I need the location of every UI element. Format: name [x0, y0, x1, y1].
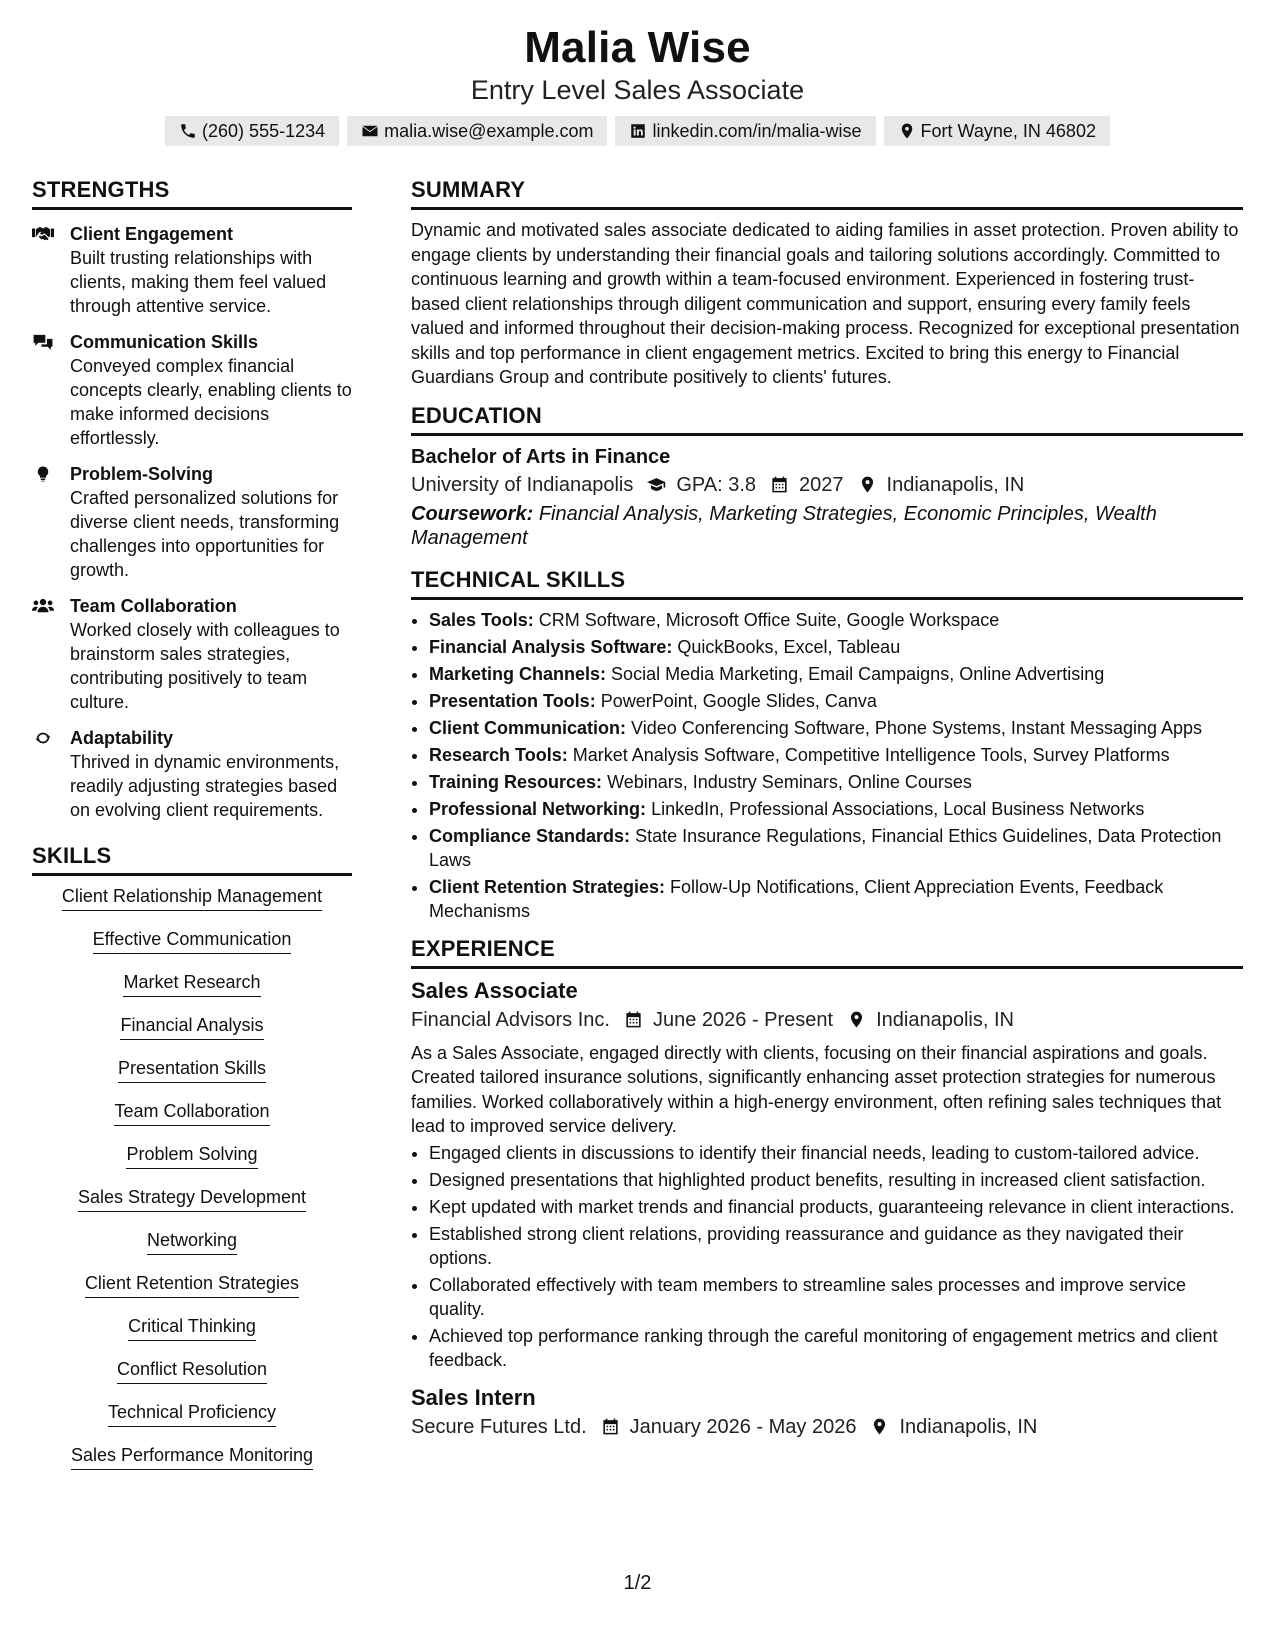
list-item: • Collaborated effectively with team members to streamline sales processes and improve service quality.	[429, 1273, 1243, 1321]
list-item: • Client Retention Strategies: Follow-Up Notifications, Client Appreciation Events, Feedback Mechanisms	[429, 875, 1243, 923]
candidate-name: Malia Wise	[524, 23, 751, 72]
location-pin-icon	[870, 1417, 889, 1436]
job-dates: June 2026 - Present	[652, 1008, 834, 1031]
list-item: • Compliance Standards: State Insurance Regulations, Financial Ethics Guidelines, Data Protection Laws	[429, 824, 1243, 872]
job-entry	[411, 1384, 1243, 1442]
skill-tag: Client Relationship Management	[62, 884, 322, 911]
contact-email-text: malia.wise@example.com	[384, 121, 594, 141]
contact-phone-text: (260) 555-1234	[202, 121, 326, 141]
list-item: • Marketing Channels: Social Media Marketing, Email Campaigns, Online Advertising	[429, 662, 1243, 686]
strength-desc: Worked closely with colleagues to brainstorm sales strategies, contributing positively to team culture.	[70, 620, 340, 712]
skill-tag: Effective Communication	[93, 927, 292, 954]
graduation-year: 2027	[799, 473, 844, 496]
skill-tag: Problem Solving	[126, 1142, 257, 1169]
job-bullets	[411, 1141, 1243, 1372]
list-item: • Financial Analysis Software: QuickBooks, Excel, Tableau	[429, 635, 1243, 659]
left-column	[32, 176, 352, 1486]
strength-item	[32, 330, 352, 450]
contact-phone[interactable]	[165, 116, 339, 146]
phone-icon	[179, 122, 197, 140]
technical-skills-heading: TECHNICAL SKILLS	[411, 566, 1243, 600]
coursework	[411, 502, 1243, 550]
strength-item	[32, 726, 352, 822]
job-dates: January 2026 - May 2026	[629, 1415, 857, 1438]
strengths-heading: STRENGTHS	[32, 176, 352, 210]
list-item: • Achieved top performance ranking through the careful monitoring of engagement metrics and client feedback.	[429, 1324, 1243, 1372]
chat-bubbles-icon	[32, 333, 54, 351]
strength-title: Team Collaboration	[70, 596, 237, 616]
strength-title: Problem-Solving	[70, 464, 214, 484]
list-item: • Kept updated with market trends and financial products, guaranteeing relevance in client interactions.	[429, 1195, 1243, 1219]
job-title: Sales Intern	[411, 1384, 536, 1410]
skill-tag: Sales Strategy Development	[78, 1185, 306, 1212]
job-meta	[411, 1005, 1243, 1035]
job-entry	[411, 977, 1243, 1372]
skill-tag: Client Retention Strategies	[85, 1271, 299, 1298]
list-item: • Professional Networking: LinkedIn, Professional Associations, Local Business Networks	[429, 797, 1243, 821]
strength-desc: Built trusting relationships with clients, making them feel valued through attentive service.	[70, 248, 327, 316]
list-item: • Established strong client relations, providing reassurance and guidance as they navigated their options.	[429, 1222, 1243, 1270]
list-item: • Client Communication: Video Conferencing Software, Phone Systems, Instant Messaging Apps	[429, 716, 1243, 740]
contact-linkedin[interactable]	[615, 116, 875, 146]
skill-tag: Networking	[147, 1228, 237, 1255]
job-summary: As a Sales Associate, engaged directly with clients, focusing on their financial aspirations and goals. Created tailored insurance solutions, significantly enhancing asset protection strategies for numerous families. Worked collaboratively within a high-energy environment, often refining sales techniques that lead to improved service delivery.	[411, 1042, 1222, 1136]
strength-item	[32, 462, 352, 582]
contact-location	[884, 116, 1110, 146]
education-location: Indianapolis, IN	[886, 473, 1025, 496]
summary-text: Dynamic and motivated sales associate dedicated to aiding families in asset protection. Proven ability to engage clients by understanding their financial goals and tailoring solutions accordingly. Committed to continuous learning and growth within a team-focused environment. Experienced in fostering trust-based client relationships through diligent communication and support, ensuring every family feels valued and informed throughout their decision-making process. Recognized for exceptional presentation skills and top performance in client engagement metrics. Excited to bring this energy to Financial Guardians Group and contribute positively to clients' futures.	[411, 220, 1240, 387]
skill-tag: Sales Performance Monitoring	[71, 1443, 313, 1470]
school-name: University of Indianapolis	[411, 473, 634, 496]
contact-bar	[0, 116, 1275, 146]
job-location: Indianapolis, IN	[876, 1008, 1014, 1031]
skill-tag: Financial Analysis	[120, 1013, 263, 1040]
users-icon	[32, 597, 54, 615]
coursework-label: Coursework:	[411, 502, 534, 525]
skill-tag: Critical Thinking	[128, 1314, 256, 1341]
technical-skills-list	[411, 608, 1243, 923]
resume-header	[0, 0, 1275, 146]
strength-desc: Thrived in dynamic environments, readily adjusting strategies based on evolving client requirements.	[70, 752, 340, 820]
company-name: Secure Futures Ltd.	[411, 1415, 587, 1438]
envelope-icon	[361, 122, 379, 140]
skill-tag: Conflict Resolution	[117, 1357, 267, 1384]
list-item: • Sales Tools: CRM Software, Microsoft Office Suite, Google Workspace	[429, 608, 1243, 632]
list-item: • Training Resources: Webinars, Industry Seminars, Online Courses	[429, 770, 1243, 794]
calendar-icon	[624, 1010, 643, 1029]
list-item: • Engaged clients in discussions to identify their financial needs, leading to custom-tailored advice.	[429, 1141, 1243, 1165]
list-item: • Presentation Tools: PowerPoint, Google Slides, Canva	[429, 689, 1243, 713]
location-pin-icon	[858, 475, 877, 494]
sync-icon	[32, 729, 54, 747]
education-heading: EDUCATION	[411, 402, 1243, 436]
calendar-icon	[601, 1417, 620, 1436]
location-pin-icon	[847, 1010, 866, 1029]
job-title: Sales Associate	[411, 977, 578, 1003]
strength-title: Communication Skills	[70, 332, 259, 352]
strength-item	[32, 594, 352, 714]
strength-desc: Crafted personalized solutions for diverse client needs, transforming challenges into opportunities for growth.	[70, 488, 340, 580]
coursework-list: Financial Analysis, Marketing Strategies, Economic Principles, Wealth Management	[411, 502, 1157, 549]
graduation-cap-icon	[647, 475, 666, 494]
skill-tag: Market Research	[123, 970, 260, 997]
handshake-icon	[32, 225, 54, 243]
skills-list	[32, 884, 352, 1486]
job-meta	[411, 1412, 1243, 1442]
job-location: Indianapolis, IN	[899, 1415, 1038, 1438]
page-number: 1/2	[623, 1572, 652, 1594]
skills-heading: SKILLS	[32, 842, 352, 876]
right-column	[411, 176, 1243, 1486]
degree-title: Bachelor of Arts in Finance	[411, 445, 671, 468]
strength-item	[32, 222, 352, 318]
contact-email[interactable]	[347, 116, 607, 146]
summary-heading: SUMMARY	[411, 176, 1243, 210]
strength-desc: Conveyed complex financial concepts clearly, enabling clients to make informed decisions effortlessly.	[70, 356, 352, 448]
experience-heading: EXPERIENCE	[411, 935, 1243, 969]
list-item: • Designed presentations that highlighted product benefits, resulting in increased client satisfaction.	[429, 1168, 1243, 1192]
candidate-title: Entry Level Sales Associate	[470, 75, 805, 105]
strength-title: Client Engagement	[70, 224, 234, 244]
calendar-icon	[770, 475, 789, 494]
strength-title: Adaptability	[70, 728, 174, 748]
contact-linkedin-text: linkedin.com/in/malia-wise	[652, 121, 862, 141]
lightbulb-icon	[32, 465, 54, 483]
skill-tag: Presentation Skills	[118, 1056, 266, 1083]
education-meta	[411, 470, 1243, 500]
contact-location-text: Fort Wayne, IN 46802	[920, 121, 1096, 141]
list-item: • Research Tools: Market Analysis Software, Competitive Intelligence Tools, Survey Platforms	[429, 743, 1243, 767]
company-name: Financial Advisors Inc.	[411, 1008, 610, 1031]
skill-tag: Team Collaboration	[114, 1099, 269, 1126]
linkedin-icon	[629, 122, 647, 140]
skill-tag: Technical Proficiency	[108, 1400, 276, 1427]
location-pin-icon	[898, 122, 916, 140]
gpa: GPA: 3.8	[676, 473, 757, 496]
